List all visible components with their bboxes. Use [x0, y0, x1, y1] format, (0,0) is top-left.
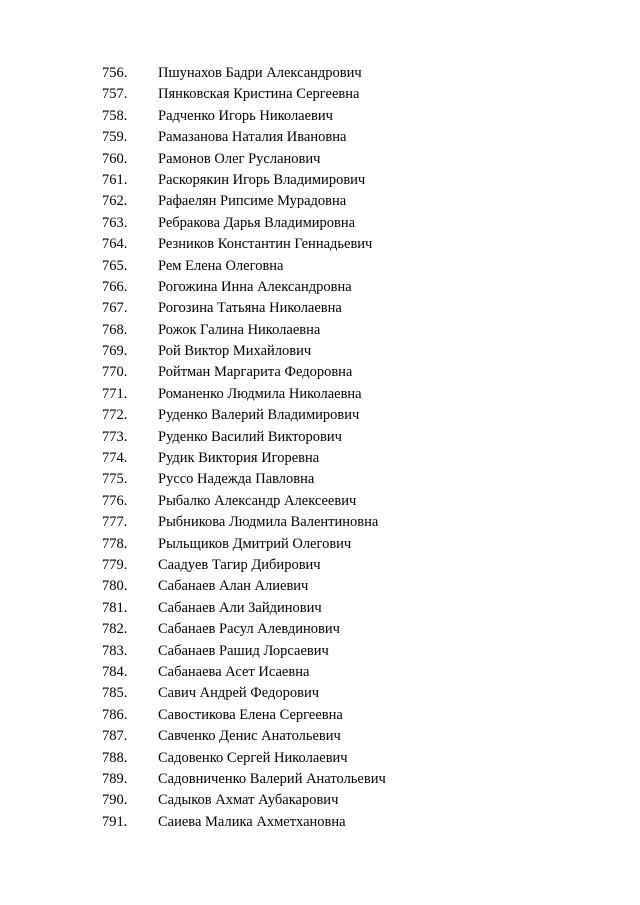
entry-name: Рамазанова Наталия Ивановна: [158, 129, 347, 146]
entry-name: Радченко Игорь Николаевич: [158, 107, 333, 124]
list-item: [0, 341, 640, 362]
entry-name: Ройтман Маргарита Федоровна: [158, 364, 353, 381]
entry-number: 790.: [102, 792, 128, 809]
entry-number: 771.: [102, 385, 128, 402]
entry-name: Садыков Ахмат Аубакарович: [158, 792, 339, 809]
entry-name: Раскорякин Игорь Владимирович: [158, 171, 366, 188]
list-item: [0, 662, 640, 683]
entry-name: Рогозина Татьяна Николаевна: [158, 300, 342, 317]
list-item: [0, 256, 640, 277]
entry-number: 777.: [102, 514, 128, 531]
list-item: [0, 705, 640, 726]
list-item: [0, 790, 640, 811]
list-item: [0, 641, 640, 662]
entry-number: 762.: [102, 193, 128, 210]
entry-number: 756.: [102, 65, 128, 81]
list-item: [0, 127, 640, 148]
entry-name: Савостикова Елена Сергеевна: [158, 706, 343, 723]
list-item: [0, 320, 640, 341]
entry-name: Резников Константин Геннадьевич: [158, 236, 373, 253]
entry-number: 781.: [102, 599, 128, 616]
list-item: [0, 619, 640, 640]
entry-name: Рудик Виктория Игоревна: [158, 450, 320, 467]
entry-number: 763.: [102, 214, 128, 231]
entry-number: 770.: [102, 364, 128, 381]
entry-name: Руденко Василий Викторович: [158, 428, 342, 445]
entry-name: Савченко Денис Анатольевич: [158, 728, 341, 745]
entry-name: Садовниченко Валерий Анатольевич: [158, 770, 386, 787]
list-item: [0, 512, 640, 533]
entry-number: 789.: [102, 770, 128, 787]
entry-number: 759.: [102, 129, 128, 146]
entry-number: 782.: [102, 621, 128, 638]
list-item: [0, 598, 640, 619]
list-item: [0, 576, 640, 597]
list-item: [0, 683, 640, 704]
list-item: [0, 106, 640, 127]
entry-name: Пянковская Кристина Сергеевна: [158, 86, 360, 103]
entry-number: 780.: [102, 578, 128, 595]
entry-name: Рыльщиков Дмитрий Олегович: [158, 535, 352, 552]
entry-name: Ребракова Дарья Владимировна: [158, 214, 356, 231]
entry-number: 778.: [102, 535, 128, 552]
entry-number: 783.: [102, 642, 128, 659]
list-item: [0, 555, 640, 576]
entry-number: 758.: [102, 107, 128, 124]
list-item: [0, 491, 640, 512]
entry-number: 772.: [102, 407, 128, 424]
entry-name: Саиева Малика Ахметхановна: [158, 813, 346, 830]
entry-number: 791.: [102, 813, 128, 830]
entry-name: Руденко Валерий Владимирович: [158, 407, 360, 424]
list-item: [0, 427, 640, 448]
list-item: [0, 170, 640, 191]
list-item: [0, 769, 640, 790]
list-item: [0, 84, 640, 105]
entry-number: 769.: [102, 343, 128, 360]
entry-name: Рыбалко Александр Алексеевич: [158, 492, 357, 509]
name-list: [0, 63, 640, 833]
entry-number: 775.: [102, 471, 128, 488]
entry-name: Савич Андрей Федорович: [158, 685, 320, 702]
list-item: [0, 534, 640, 555]
entry-number: 774.: [102, 450, 128, 467]
entry-number: 764.: [102, 236, 128, 253]
entry-number: 768.: [102, 321, 128, 338]
entry-name: Романенко Людмила Николаевна: [158, 385, 362, 402]
entry-number: 767.: [102, 300, 128, 317]
list-item: [0, 448, 640, 469]
entry-name: Пшунахов Бадри Александрович: [158, 65, 362, 81]
entry-number: 776.: [102, 492, 128, 509]
list-item: [0, 63, 640, 84]
list-item: [0, 726, 640, 747]
entry-number: 757.: [102, 86, 128, 103]
entry-name: Рогожина Инна Александровна: [158, 278, 352, 295]
entry-name: Сабанаев Алан Алиевич: [158, 578, 309, 595]
entry-name: Рой Виктор Михайлович: [158, 343, 312, 360]
list-item: [0, 362, 640, 383]
entry-name: Сабанаев Расул Алевдинович: [158, 621, 340, 638]
entry-name: Садовенко Сергей Николаевич: [158, 749, 348, 766]
entry-number: 766.: [102, 278, 128, 295]
entry-number: 779.: [102, 556, 128, 573]
entry-number: 784.: [102, 663, 128, 680]
entry-name: Рем Елена Олеговна: [158, 257, 284, 274]
list-item: [0, 277, 640, 298]
list-item: [0, 149, 640, 170]
list-item: [0, 191, 640, 212]
entry-number: 773.: [102, 428, 128, 445]
entry-number: 761.: [102, 171, 128, 188]
entry-number: 760.: [102, 150, 128, 167]
entry-number: 787.: [102, 728, 128, 745]
entry-name: Рыбникова Людмила Валентиновна: [158, 514, 379, 531]
list-item: [0, 213, 640, 234]
entry-name: Сабанаева Асет Исаевна: [158, 663, 310, 680]
entry-name: Рафаелян Рипсиме Мурадовна: [158, 193, 347, 210]
entry-number: 785.: [102, 685, 128, 702]
list-item: [0, 234, 640, 255]
list-item: [0, 405, 640, 426]
list-item: [0, 812, 640, 833]
entry-number: 765.: [102, 257, 128, 274]
list-item: [0, 469, 640, 490]
entry-name: Рожок Галина Николаевна: [158, 321, 321, 338]
entry-name: Руссо Надежда Павловна: [158, 471, 315, 488]
entry-name: Сабанаев Али Зайдинович: [158, 599, 322, 616]
entry-number: 788.: [102, 749, 128, 766]
entry-name: Сабанаев Рашид Лорсаевич: [158, 642, 329, 659]
entry-name: Рамонов Олег Русланович: [158, 150, 321, 167]
entry-name: Саадуев Тагир Дибирович: [158, 556, 321, 573]
list-item: [0, 298, 640, 319]
entry-number: 786.: [102, 706, 128, 723]
list-item: [0, 748, 640, 769]
list-item: [0, 384, 640, 405]
